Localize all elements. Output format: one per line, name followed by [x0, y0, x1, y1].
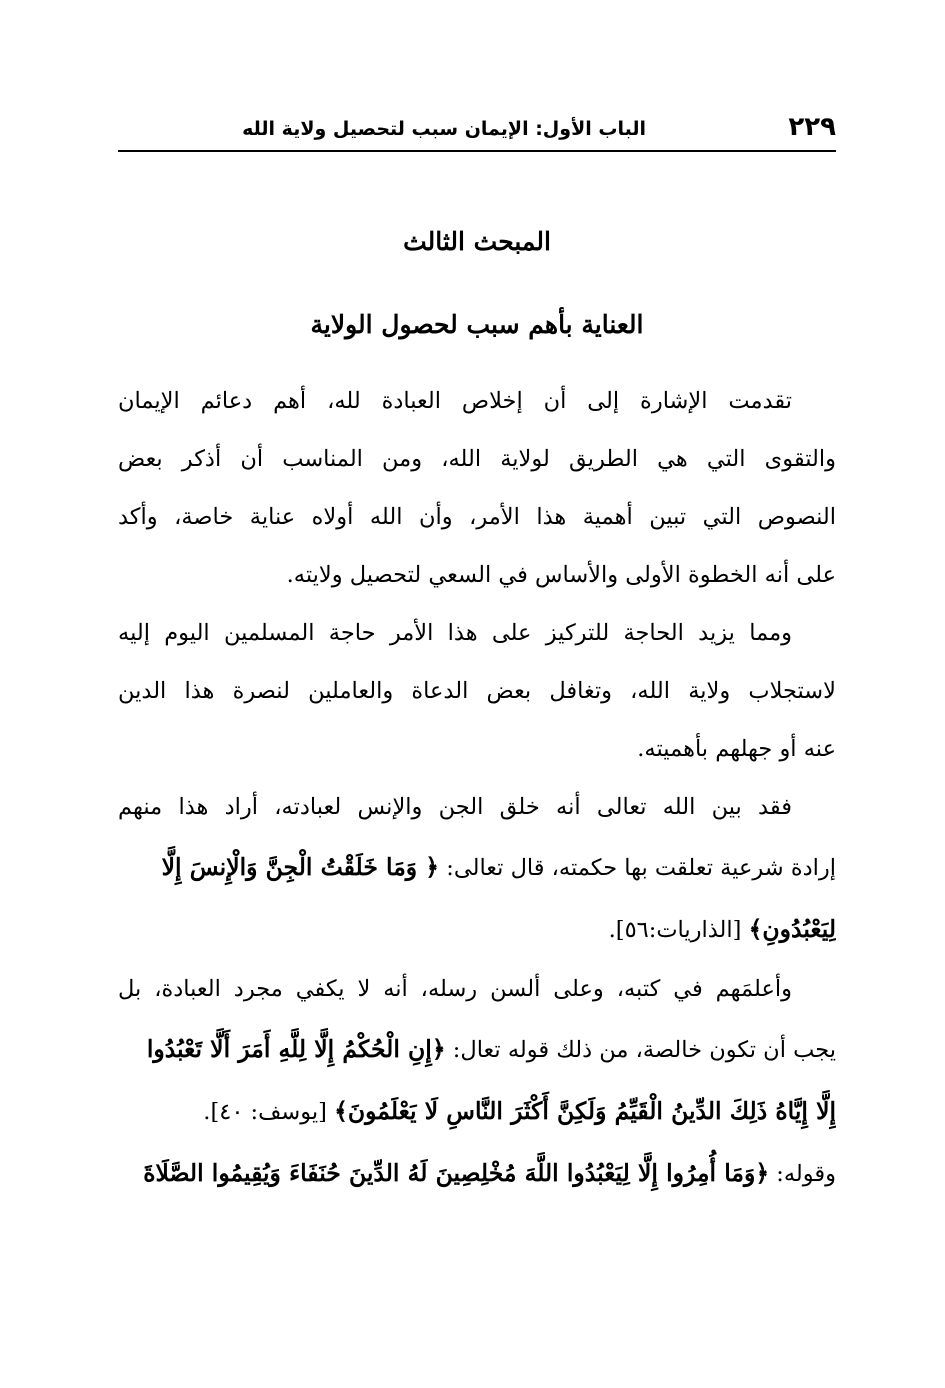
text-line: على أنه الخطوة الأولى والأساس في السعي لتحصيل ولايته. [286, 562, 836, 588]
text-line: والتقوى التي هي الطريق لولاية الله، ومن المناسب أن أذكر بعض [118, 446, 836, 472]
verse-reference: [يوسف: ٤٠]. [203, 1099, 327, 1125]
text-line: النصوص التي تبين أهمية هذا الأمر، وأن الله أولاه عناية خاصة، وأكد [118, 504, 836, 530]
header-divider [118, 150, 836, 152]
section-label: المبحث الثالث [403, 227, 551, 256]
text-line-with-verse [118, 1080, 836, 1142]
page-number: ٢٢٩ [788, 112, 836, 142]
body-text [118, 372, 836, 1204]
section-title: العناية بأهم سبب لحصول الولاية [310, 310, 644, 339]
line-text: يجب أن تكون خالصة، من ذلك قوله تعال: [452, 1037, 836, 1063]
verse-reference: [الذاريات:٥٦]. [608, 917, 742, 943]
line-text: إرادة شرعية تعلقت بها حكمته، قال تعالى: [446, 855, 836, 881]
text-line-with-verse [118, 1018, 836, 1080]
text-line: تقدمت الإشارة إلى أن إخلاص العبادة لله، أهم دعائم الإيمان [118, 388, 792, 414]
quran-verse: ﴿إِنِ الْحُكْمُ إِلَّا لِلَّهِ أَمَرَ أَلَّا تَعْبُدُوا [146, 1035, 446, 1063]
text-line: ومما يزيد الحاجة للتركيز على هذا الأمر حاجة المسلمين اليوم إليه [118, 620, 792, 646]
running-title: الباب الأول: الإيمان سبب لتحصيل ولاية الله [242, 118, 646, 140]
text-line: وأعلمَهم في كتبه، وعلى ألسن رسله، أنه لا يكفي مجرد العبادة، بل [118, 976, 792, 1002]
quran-verse: إِلَّا إِيَّاهُ ذَلِكَ الدِّينُ الْقَيِّمُ وَلَكِنَّ أَكْثَرَ النَّاسِ لَا يَعْلَمُونَ﴾ [334, 1097, 836, 1125]
quran-verse: لِيَعْبُدُونِ﴾ [748, 915, 836, 943]
text-line-with-verse [118, 836, 836, 898]
text-line: لاستجلاب ولاية الله، وتغافل بعض الدعاة والعاملين لنصرة هذا الدين [118, 678, 836, 704]
text-line: عنه أو جهلهم بأهميته. [637, 736, 836, 762]
text-line-with-verse [118, 898, 836, 960]
quran-verse: ﴿ وَمَا خَلَقْتُ الْجِنَّ وَالْإِنسَ إِلَّا [161, 853, 440, 881]
line-text: وقوله: [776, 1161, 836, 1187]
text-line-with-verse [118, 1142, 836, 1204]
page-header [118, 110, 836, 150]
text-line: فقد بين الله تعالى أنه خلق الجن والإنس لعبادته، أراد هذا منهم [118, 794, 792, 820]
quran-verse: ﴿وَمَا أُمِرُوا إِلَّا لِيَعْبُدُوا اللَّهَ مُخْلِصِينَ لَهُ الدِّينَ حُنَفَاءَ وَيُقِيمُوا الصَّلَاةَ [143, 1159, 770, 1187]
